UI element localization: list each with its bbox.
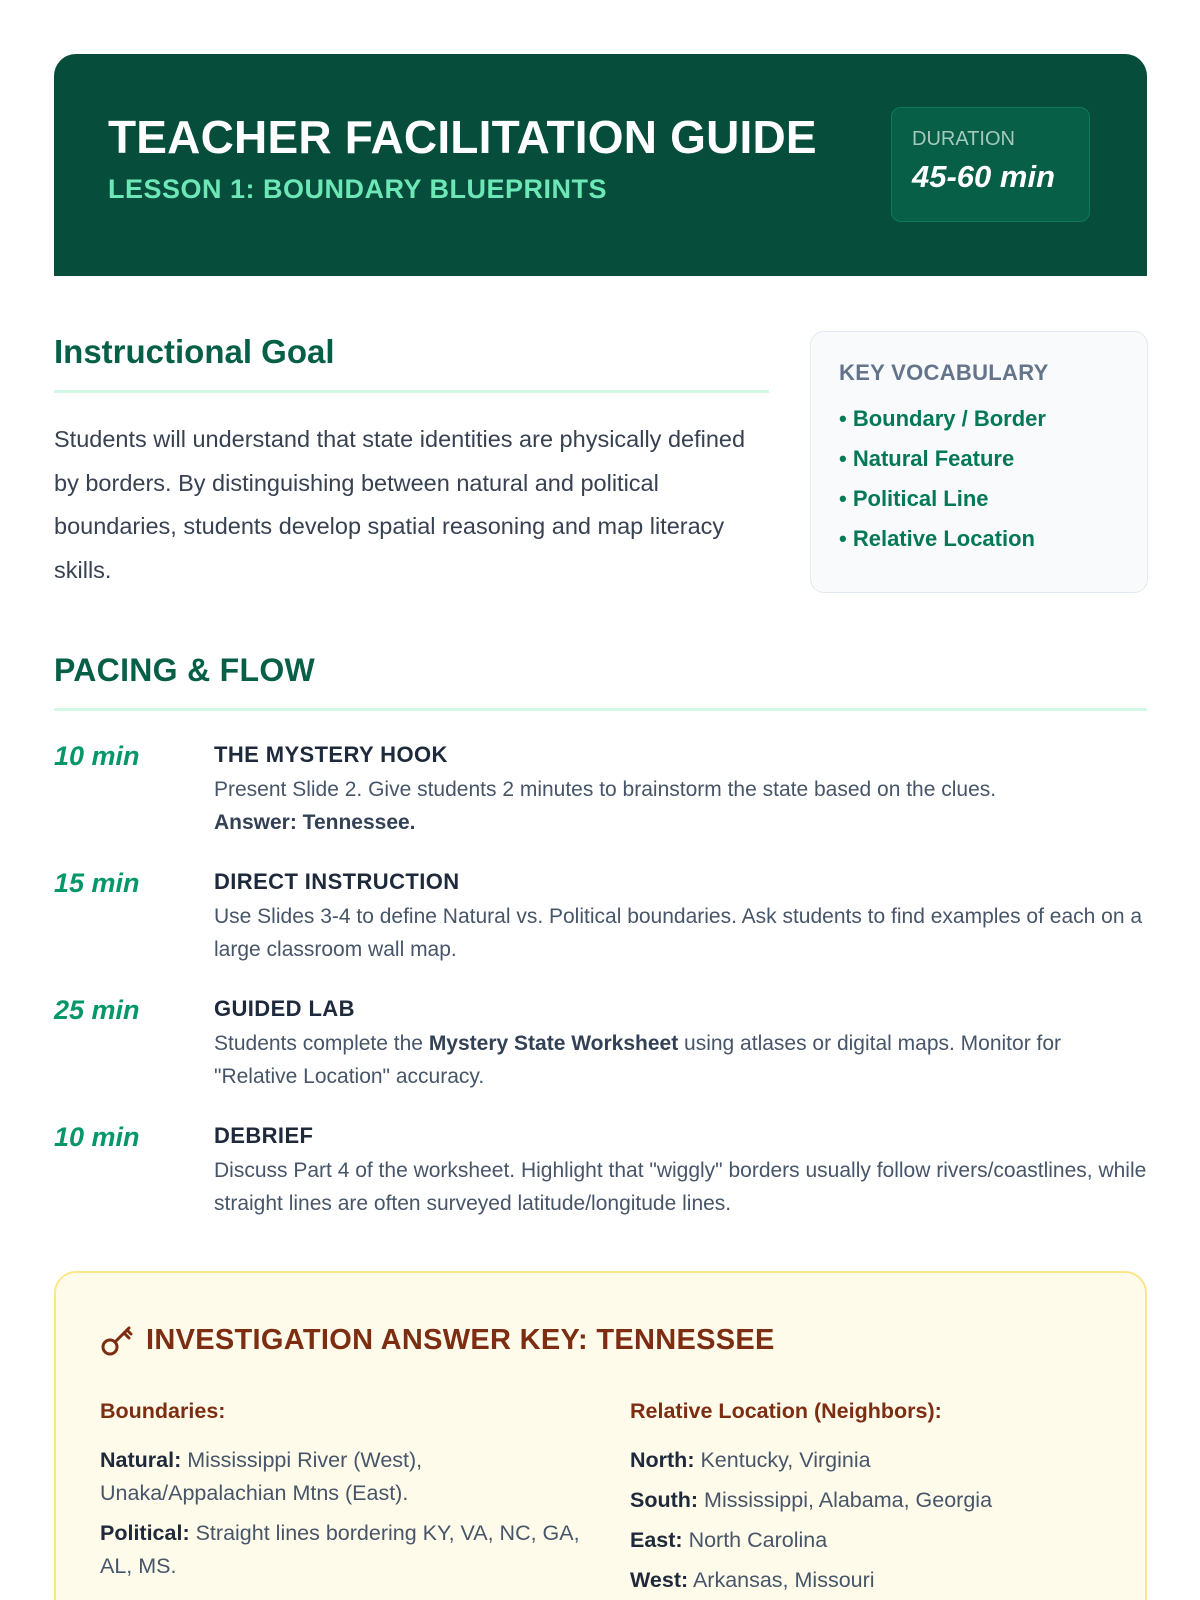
neighbors-title: Relative Location (Neighbors): — [630, 1399, 942, 1423]
neighbor-east — [630, 1524, 1110, 1557]
neighbor-west — [630, 1564, 1110, 1597]
step-description: Discuss Part 4 of the worksheet. Highlight that "wiggly" borders usually follow rivers/coastlines, while straight lines are often surveyed latitude/longitude lines. — [214, 1159, 1147, 1215]
step-description — [214, 773, 1149, 839]
answer-key-header — [100, 1323, 775, 1357]
instructional-goal-text: Students will understand that state identities are physically defined by borders. By distinguishing between natural and political boundaries, students develop spatial reasoning and map literacy skills. — [54, 426, 746, 583]
north-label: North: — [630, 1448, 695, 1472]
vocabulary-item: • Relative Location — [839, 522, 1147, 562]
boundaries-title: Boundaries: — [100, 1399, 226, 1423]
neighbor-north — [630, 1444, 1110, 1477]
vocabulary-list — [839, 402, 1147, 562]
key-icon — [100, 1323, 134, 1357]
natural-boundary — [100, 1444, 580, 1510]
instructional-goal-heading: Instructional Goal — [54, 333, 335, 370]
boundaries-column — [100, 1399, 580, 1590]
step-description-text: Present Slide 2. Give students 2 minutes to brainstorm the state based on the clues. — [214, 778, 997, 801]
natural-label: Natural: — [100, 1448, 182, 1472]
step-time: 10 min — [54, 741, 140, 771]
duration-badge — [891, 107, 1090, 222]
step-time: 10 min — [54, 1122, 140, 1152]
answer-key-box — [54, 1271, 1147, 1600]
vocabulary-item: • Boundary / Border — [839, 402, 1147, 442]
north-value: Kentucky, Virginia — [700, 1448, 871, 1472]
step-time: 15 min — [54, 868, 140, 898]
step-body — [214, 1122, 1149, 1220]
step-description-post: using atlases or digital maps. Monitor for "Relative Location" accuracy. — [214, 1032, 1062, 1088]
pacing-divider — [54, 708, 1147, 711]
step-body — [214, 868, 1149, 966]
west-value: Arkansas, Missouri — [692, 1568, 875, 1592]
vocabulary-item: • Natural Feature — [839, 442, 1147, 482]
political-value: Straight lines bordering KY, VA, NC, GA, AL, MS. — [100, 1521, 580, 1578]
south-label: South: — [630, 1488, 699, 1512]
step-title: DIRECT INSTRUCTION — [214, 869, 460, 894]
step-title: GUIDED LAB — [214, 996, 355, 1021]
duration-value: 45-60 min — [912, 159, 1056, 194]
step-title: DEBRIEF — [214, 1123, 314, 1148]
lesson-subtitle: LESSON 1: BOUNDARY BLUEPRINTS — [108, 174, 608, 204]
step-description-pre: Students complete the — [214, 1032, 429, 1055]
answer-key-title: INVESTIGATION ANSWER KEY: TENNESSEE — [146, 1323, 775, 1356]
step-time: 25 min — [54, 995, 140, 1025]
step-description: Use Slides 3-4 to define Natural vs. Political boundaries. Ask students to find examples of each on a large classroom wall map. — [214, 905, 1143, 961]
vocabulary-item: • Political Line — [839, 482, 1147, 522]
goal-divider — [54, 390, 769, 393]
pacing-heading: PACING & FLOW — [54, 652, 316, 688]
political-label: Political: — [100, 1521, 190, 1545]
step-body — [214, 741, 1149, 839]
vocabulary-title: KEY VOCABULARY — [839, 360, 1049, 385]
duration-label: DURATION — [912, 128, 1015, 150]
step-title: THE MYSTERY HOOK — [214, 742, 448, 767]
neighbors-column — [630, 1399, 1110, 1600]
political-boundary — [100, 1517, 580, 1583]
step-body — [214, 995, 1149, 1093]
page-title: TEACHER FACILITATION GUIDE — [108, 111, 817, 163]
step-description — [214, 1027, 1149, 1093]
worksheet-name: Mystery State Worksheet — [428, 1032, 679, 1055]
step-answer: Answer: Tennessee. — [214, 811, 416, 834]
south-value: Mississippi, Alabama, Georgia — [704, 1488, 993, 1512]
neighbor-south — [630, 1484, 1110, 1517]
header-banner — [54, 54, 1147, 276]
west-label: West: — [630, 1568, 689, 1592]
key-vocabulary-box — [810, 331, 1148, 593]
natural-value: Mississippi River (West), Unaka/Appalachian Mtns (East). — [100, 1448, 423, 1505]
east-value: North Carolina — [688, 1528, 828, 1552]
east-label: East: — [630, 1528, 683, 1552]
